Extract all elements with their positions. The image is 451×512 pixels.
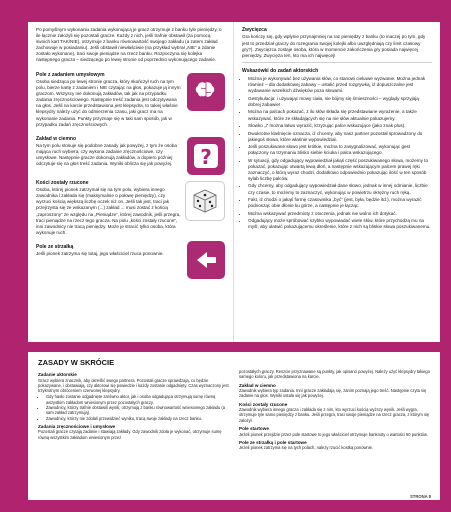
summary-title: Kości zostały rzucone <box>239 401 288 407</box>
section-mental-task <box>36 67 225 131</box>
intro-paragraph: Po pomyślnym wykonaniu zadania wykonującą je gracz otrzymuje z banku tyle pieniędzy, o ile łącznie założyli się pozostali gracze. Każdy z nich, jeśli trafnie obstawił (za pomocą swoich kart TAK/NIE), otrzymuje z banku równowartość swojego zakładu (a zatem zakład zachowuje w posiadaniu). Jeśli obstawił niewłaściwie (na przykład wybrał „NIE” a zdanie zostało wykonane), traci swoje pieniądze na rzecz banku. Rozpoczyna się kolejka następnego gracza – siedzącego po lewej stronie od poprzednio wykonującego zadanie. <box>36 27 222 63</box>
summary-text: Zawodnik wybiera typ zadania. Inni gracze zakładają się, zanim poznają jego treść. Następnie czyta się zadanie na głos. Wyniki ustala się jak powyżej. <box>239 388 427 399</box>
section-text: Osoba, której pionek zatrzymał się na tym polu, wybiera innego zawodnika i zakłada się (maksymalnie o połowę pieniędzy), czy wyrzuci kością większą liczbę oczek niż on. Jeśli tak jest, traci jak przejrzysta się ze wskazanym (...) zakład ... musi zostać z kością „zaproszony” ze względu na „Pieniądze”, której zawodnik, jeśli przegra, traci pieniądze na rzecz tego gracza. Na polu „kości zostały rzucone”, inni zawodnicy nie tracą pieniędzy. Może je stracić tylko osoba, która wykonuje ruch. <box>36 187 181 235</box>
list-item: • Można na palcach pokazać, z ilu słów składa się przedstawiane wyrażenie, a także wskazywać, które ze składających się na nie słów aktualnie pokazujemy. <box>248 109 432 121</box>
list-item: • Odgadujący może spróbować szybko wypowiadać wiele słów, które przychodzą mu na myśl, aby ułatwić pokazującemu określenie, które z nich są bliskie słowa poszukiwanemu. <box>248 218 432 230</box>
section-text: Osoba siedząca po lewej stronie gracza, który skończył ruch na tym polu, bierze kartę z zadaniem i NIE czytając na głos, pokazuje ją innym graczom. Wszyscy nie dokonują zakładów, tak jak na przypadku zadania zręcznościowego. Następnie treść zadania jest odczytywana na głos. Jeśli na karcie przedstawiona jest klepsydra, to takiej właśnie klepsydry należy użyć do odmierzenia czasu, jaki gracz ma na wykonanie zadania. Punkty przyznaje się w taki sam sposób, jak w przypadku zadań zręcznościowych. <box>36 78 181 127</box>
right-column <box>234 22 440 342</box>
section-text: Na tym polu stosuje się podobne zasady jak powyżej, z tym że osoba mająca ruch wybiera, czy wykona zadanie zręcznościowe, czy umysłowe. Następnie gracze dokonują zakładów, a dopiero później odczytuje się na głos treść zadania. Wyniki oblicza się jak powyżej. <box>36 143 177 167</box>
list-item: • Dwukrotne klaśnięcie oznacza, iż chcemy, aby nasz partner pozostał sprowadzony do jakiegoś słowa, które właśnie wypowiedział. <box>248 131 432 143</box>
tips-title: Wskazówki do zadań aktorskich <box>242 67 319 74</box>
summary-heading: ZASADY W SKRÓCIE <box>38 358 115 367</box>
list-item: • Zawodnicy, którzy nie zdołali przewidzieć wyniku, tracą swoje zakłady na rzecz banku. <box>46 416 229 421</box>
winner-text: Gra kończy się, gdy wpłynie przynajmniej na raz pieniędzy z banku (to inaczej po tym, gdy jest to przedział graczy do rozegrania swojej kolejki albo uwzględniają czy limit czasowy gry?). Zwycięzca zostaje osoba, która w momencie zakończenia gry posiada najwięcej pieniędzy. Zwycięża ten, kto ma ich najwięcej! <box>242 34 426 58</box>
section-title: Pole z zadaniem umysłowym <box>36 71 105 78</box>
summary-right-column <box>239 369 430 451</box>
section-blind-bet <box>36 131 225 175</box>
divider <box>242 62 432 63</box>
summary-title: Zadanie aktorskie <box>38 372 77 377</box>
list-item: • Gdy hasło zostanie odgadnięte zarówno aktor, jak i osoba odgadująca otrzymują sumę równą wszystkim zakładom wniesionym przez pozostałych graczy. <box>46 394 229 405</box>
list-item: • Gestykulacja: i używając mowy ciała, nie bójmy się śmieszności – wyglądy sprzyjają dobrej zabawie! <box>248 96 432 108</box>
summary-title: Pole startowe <box>239 426 269 432</box>
svg-text:?: ? <box>200 144 212 169</box>
brain-icon <box>187 73 225 111</box>
rules-panel <box>28 22 440 342</box>
list-item: • Można je wykonywać bez używania słów, co stanowi ciekawe wyzwanie. Można jednak również – dla dodatkowej zabawy – ustalić przed rozgrywką, iż dopuszczalne jest wydawanie wszelkich dźwięków poza słowami. <box>248 76 432 94</box>
list-item: • Zawodnicy, którzy trafnie obstawili wynik, otrzymują z banku równowartość wniesionego zakładu (a sam zakład zatrzymują). <box>46 405 229 416</box>
list-item: • Można wskazywać przedmioty z otoczenia, jednak nie wolno ich dotykać. <box>248 211 432 217</box>
summary-left-column <box>38 369 229 451</box>
summary-text: Jeżeli pionek przejdzie przez pole startowe to jego właściciel otrzymuje banknoty o wartości 50 punktów. <box>239 431 428 437</box>
list-item: • Gdy chcemy, aby odgadujący wypowiedział dane słowo, jednak w innej odmianie, liczbie czy czasie, to możemy to zaznaczyć, wykonując w powietrzu okrężny ruch ręką. <box>248 183 432 195</box>
list-item: • W sytuacji, gdy odgadujący wypowiedział jakąś część poszukiwanego słowa, możemy to pokazać, pokazując otwartą lewą dłoń, a następnie wskazującym palcem prawej ręki zaznaczyć, o którą wyraz chodzi, dodatkowo odpowiednio pokazując ilość w ten sposób sylab liczbę palców. <box>248 158 432 182</box>
list-item: • Jeśli poszukiwane słowo jest krótkie, można to zasygnalizować, wykonując gest połączony na trzymaniu blisko siebie kciuka i palca wskazującego. <box>248 144 432 156</box>
arrow-icon <box>187 241 225 279</box>
summary-text: Pozostali gracze czytają zadanie i stawiają zakłady. Gdy zawodnik zdoła je wykonać, otrzymuje sumę równą wszystkim zakładom wniesionym przez <box>38 429 222 440</box>
summary-text: Jeżeli pionek zatrzyma się na tych polach, należy rzucić kostką ponownie. <box>239 445 374 451</box>
section-title: Kości zostały rzucone <box>36 179 89 186</box>
summary-text: Zawodnik wybiera innego gracza i zakłada się z nim, kto wyrzuci kością wyższy wynik. Jeśli wygra, otrzymuje tyle samo pieniędzy z banku. Jeśli przegra, traci swoje pieniądze na rzecz gracza, z którym się założył. <box>239 407 430 423</box>
section-title: Zakład w ciemno <box>36 135 77 142</box>
section-arrow <box>36 239 225 279</box>
page-number: STRONA 8 <box>409 494 431 499</box>
section-title: Pole ze strzałką <box>36 243 74 250</box>
left-column <box>28 22 234 342</box>
summary-title: Zakład w ciemno <box>239 382 276 388</box>
winner-title: Zwycięzca <box>242 27 267 33</box>
list-item: • Słowko „i” można łatwo wyrazić, krzyżując palce wskazujące (jako znak plus). <box>248 123 432 129</box>
summary-title: Zadania zręcznościowe i umysłowe <box>38 423 116 429</box>
question-mark-icon <box>187 137 225 175</box>
section-dice <box>36 175 225 239</box>
dice-icon <box>185 181 225 221</box>
summary-title: Pole ze strzałką i pole startowe <box>239 439 307 445</box>
section-text: Jeśli pionek zatrzyma się tutaj, jego właściciel rzuca ponownie. <box>36 251 164 257</box>
list-item: • Fakt, iż chodzi o jakąś formę czasownika „być” (jest, była, będzie itd.), można wyrazić podnosząc obie dłonie ku górze, a następnie je łącząc. <box>248 197 432 209</box>
tips-list <box>242 76 432 230</box>
summary-text: Gracz wybiera znacznik, aby określić swego partnera. Pozostali gracze sprawdzają, co będzie pokazywane, i obstawiają, czy aktorowi się powiedzie i każdy zostanie odgadnięty. Czas wyznaczony jest trzykrotnym obróceniem czerwonej klepsydry. <box>38 377 229 394</box>
summary-panel <box>28 352 440 500</box>
summary-list <box>38 394 229 420</box>
summary-text: pozostałych graczy. Reszcie przyznawane są punkty, jak opisano powyżej. Należy użyć klepsydry takiego samego koloru, jak przedstawiona na karcie. <box>239 369 430 380</box>
